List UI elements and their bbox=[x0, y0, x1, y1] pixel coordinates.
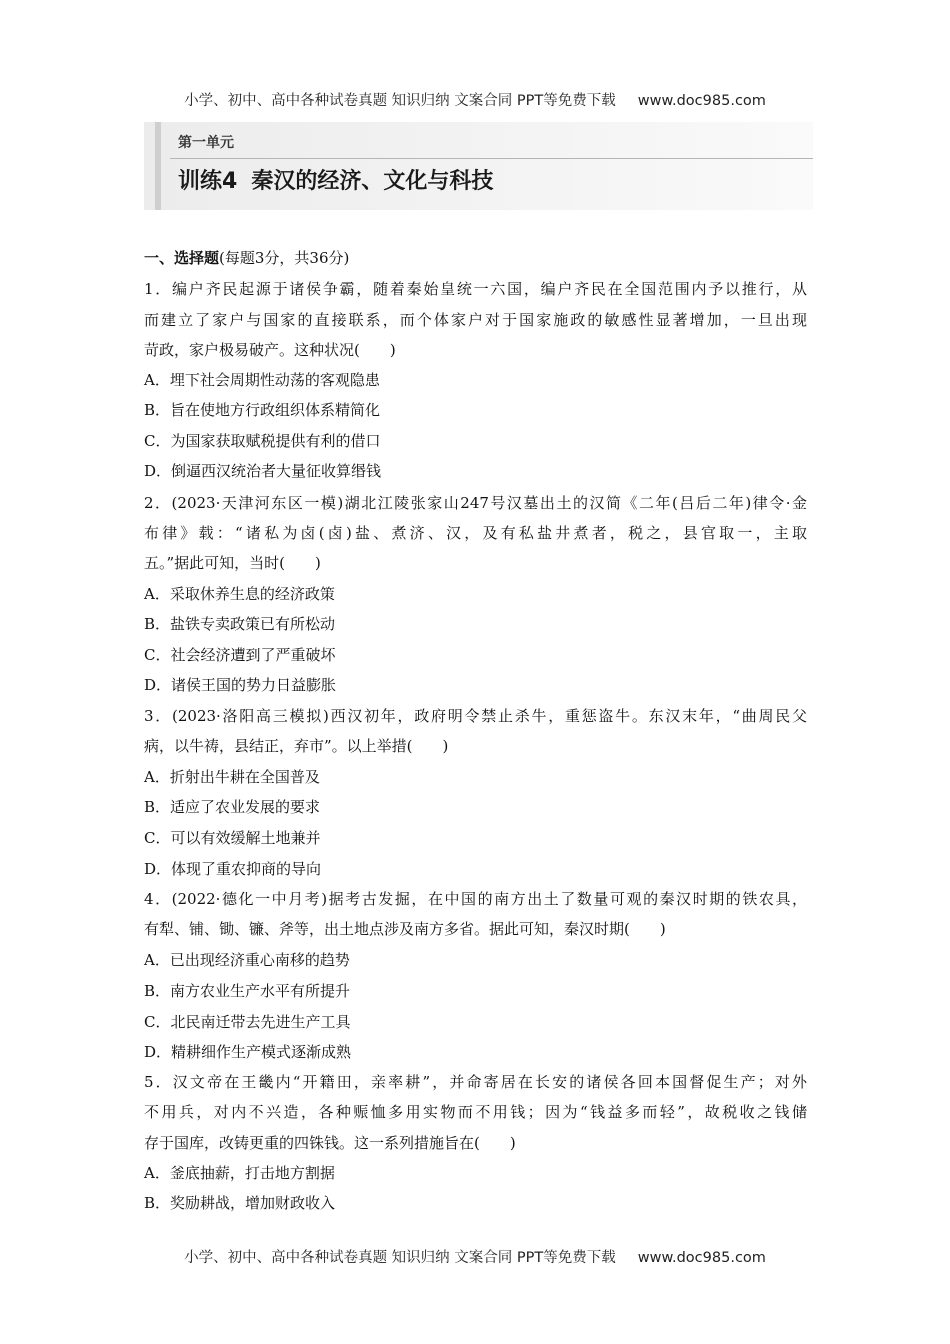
footer-text: 小学、初中、高中各种试卷真题 知识归纳 文案合同 PPT等免费下载 bbox=[184, 1250, 616, 1266]
question-4-option-d: D．精耕细作生产模式逐渐成熟 bbox=[144, 1043, 352, 1061]
section-label: 一、选择题 bbox=[144, 249, 220, 267]
question-3-option-a: A．折射出牛耕在全国普及 bbox=[144, 768, 320, 786]
page-title bbox=[178, 164, 493, 195]
footer-url[interactable]: www.doc985.com bbox=[637, 1250, 766, 1266]
question-4-option-b: B．南方农业生产水平有所提升 bbox=[144, 982, 351, 1000]
page-footer bbox=[0, 1246, 950, 1267]
header-text: 小学、初中、高中各种试卷真题 知识归纳 文案合同 PPT等免费下载 bbox=[184, 93, 616, 109]
question-3-line-2: 病，以牛祷，县结正，弃市”。以上举措( ) bbox=[144, 737, 449, 755]
question-2-line-2: 布律》载：“诸私为卤(卤)盐、煮济、汉，及有私盐井煮者，税之，县官取一，主取 bbox=[144, 524, 807, 542]
question-1-option-d: D．倒逼西汉统治者大量征收算缗钱 bbox=[144, 462, 382, 480]
title-text: 秦汉的经济、文化与科技 bbox=[251, 169, 494, 194]
header-url[interactable]: www.doc985.com bbox=[637, 93, 766, 109]
question-4-line-2: 有犁、铺、锄、镰、斧等，出土地点涉及南方多省。据此可知，秦汉时期( ) bbox=[144, 920, 666, 938]
question-3-option-d: D．体现了重农抑商的导向 bbox=[144, 860, 322, 878]
question-1-option-b: B．旨在使地方行政组织体系精简化 bbox=[144, 401, 381, 419]
question-1-option-c: C．为国家获取赋税提供有利的借口 bbox=[144, 432, 381, 450]
question-2-option-a: A．采取休养生息的经济政策 bbox=[144, 585, 335, 603]
unit-label: 第一单元 bbox=[178, 135, 234, 151]
question-1-line-1: 1．编户齐民起源于诸侯争霸，随着秦始皇统一六国，编户齐民在全国范围内予以推行，从 bbox=[144, 280, 807, 298]
banner-divider bbox=[170, 158, 813, 159]
question-5-line-2: 不用兵，对内不兴造，各种赈恤多用实物而不用钱；因为“钱益多而轻”，故税收之钱储 bbox=[144, 1103, 807, 1121]
unit-banner bbox=[144, 122, 813, 210]
question-5-option-b: B．奖励耕战，增加财政收入 bbox=[144, 1194, 336, 1212]
question-5-line-1: 5．汉文帝在王畿内“开籍田，亲率耕”，并命寄居在长安的诸侯各回本国督促生产；对外 bbox=[144, 1073, 807, 1091]
question-2-option-c: C．社会经济遭到了严重破坏 bbox=[144, 646, 336, 664]
question-4-line-1: 4．(2022·德化一中月考)据考古发掘，在中国的南方出土了数量可观的秦汉时期的铁农具， bbox=[144, 890, 807, 908]
question-2-line-1: 2．(2023·天津河东区一模)湖北江陵张家山247号汉墓出土的汉简《二年(吕后二年)律令·金 bbox=[144, 494, 807, 512]
question-5-line-3: 存于国库，改铸更重的四铢钱。这一系列措施旨在( ) bbox=[144, 1134, 516, 1152]
question-1-line-2: 而建立了家户与国家的直接联系，而个体家户对于国家施政的敏感性显著增加，一旦出现 bbox=[144, 311, 807, 329]
question-2-option-d: D．诸侯王国的势力日益膨胀 bbox=[144, 676, 337, 694]
section-note: (每题3分，共36分) bbox=[219, 249, 350, 267]
section-heading bbox=[144, 247, 349, 268]
question-3-option-c: C．可以有效缓解土地兼并 bbox=[144, 829, 321, 847]
banner-accent-bar bbox=[155, 122, 161, 210]
question-3-option-b: B．适应了农业发展的要求 bbox=[144, 798, 321, 816]
question-2-line-3: 五。”据此可知，当时( ) bbox=[144, 554, 321, 572]
question-2-option-b: B．盐铁专卖政策已有所松动 bbox=[144, 615, 336, 633]
page-header bbox=[0, 89, 950, 110]
question-4-option-a: A．已出现经济重心南移的趋势 bbox=[144, 951, 350, 969]
question-1-line-3: 苛政，家户极易破产。这种状况( ) bbox=[144, 341, 396, 359]
training-number: 训练4 bbox=[178, 169, 238, 194]
question-5-option-a: A．釜底抽薪，打击地方割据 bbox=[144, 1164, 335, 1182]
question-1-option-a: A．埋下社会周期性动荡的客观隐患 bbox=[144, 371, 380, 389]
question-4-option-c: C．北民南迁带去先进生产工具 bbox=[144, 1013, 351, 1031]
question-3-line-1: 3．(2023·洛阳高三模拟)西汉初年，政府明令禁止杀牛，重惩盗牛。东汉末年，“曲周民父 bbox=[144, 707, 807, 725]
